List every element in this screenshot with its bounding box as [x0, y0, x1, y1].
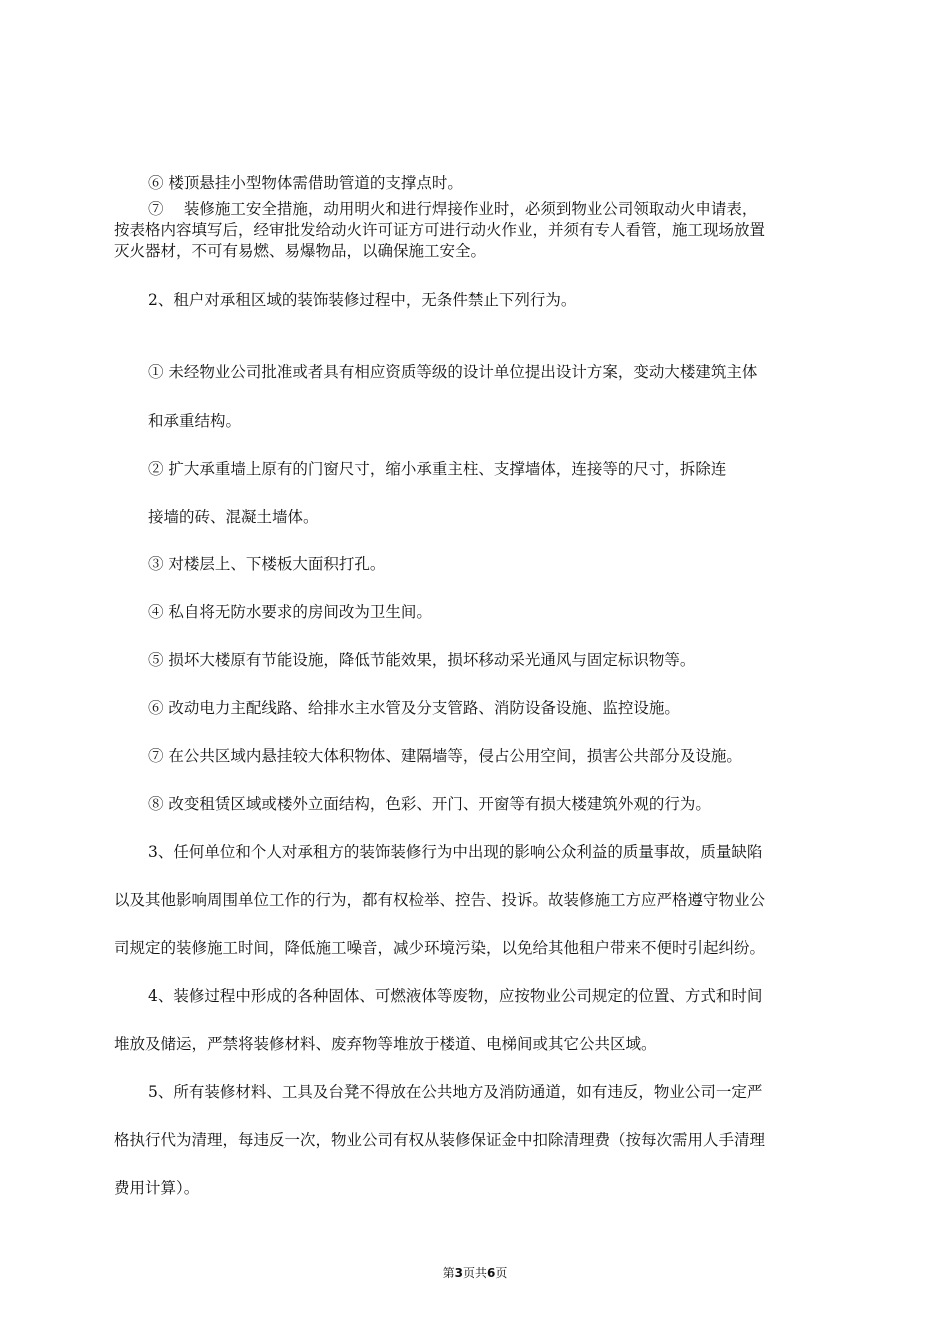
text-line: 5、所有装修材料、工具及台凳不得放在公共地方及消防通道，如有违反，物业公司一定严: [148, 1083, 763, 1101]
text-line: 和承重结构。: [148, 412, 242, 430]
footer-prefix: 第: [442, 1266, 455, 1280]
text-line: ⑧ 改变租赁区域或楼外立面结构，色彩、开门、开窗等有损大楼建筑外观的行为。: [148, 795, 711, 813]
text-line: ⑥ 楼顶悬挂小型物体需借助管道的支撑点时。: [148, 174, 463, 192]
current-page-number: 3: [454, 1266, 463, 1280]
text-line: 格执行代为清理，每违反一次，物业公司有权从装修保证金中扣除清理费（按每次需用人手清理: [114, 1131, 766, 1149]
text-line: 堆放及储运，严禁将装修材料、废弃物等堆放于楼道、电梯间或其它公共区域。: [114, 1035, 657, 1053]
text-line: ④ 私自将无防水要求的房间改为卫生间。: [148, 603, 432, 621]
text-line: 费用计算）。: [114, 1179, 200, 1197]
text-line: 司规定的装修施工时间，降低施工噪音，减少环境污染，以免给其他租户带来不便时引起纠纷。: [114, 939, 766, 957]
page-footer: [0, 1264, 950, 1281]
text-line: ⑤ 损坏大楼原有节能设施，降低节能效果，损坏移动采光通风与固定标识物等。: [148, 651, 696, 669]
text-line: ③ 对楼层上、下楼板大面积打孔。: [148, 555, 386, 573]
text-line: 3、任何单位和个人对承租方的装饰装修行为中出现的影响公众利益的质量事故，质量缺陷: [148, 843, 763, 861]
text-line: ① 未经物业公司批准或者具有相应资质等级的设计单位提出设计方案，变动大楼建筑主体: [148, 363, 758, 381]
text-line: 以及其他影响周围单位工作的行为，都有权检举、控告、投诉。故装修施工方应严格遵守物业公: [114, 891, 766, 909]
total-page-number: 6: [487, 1266, 496, 1280]
text-line: 接墙的砖、混凝土墙体。: [148, 508, 319, 526]
text-line: ⑦ 在公共区域内悬挂较大体积物体、建隔墙等，侵占公用空间，损害公共部分及设施。: [148, 747, 742, 765]
text-line: 按表格内容填写后，经审批发给动火许可证方可进行动火作业，并须有专人看管，施工现场放置: [114, 221, 766, 239]
text-line: ⑥ 改动电力主配线路、给排水主水管及分支管路、消防设备设施、监控设施。: [148, 699, 680, 717]
text-line: 2、租户对承租区域的装饰装修过程中，无条件禁止下列行为。: [148, 291, 577, 309]
footer-middle: 页共: [462, 1266, 487, 1280]
text-line: ⑦ 装修施工安全措施，动用明火和进行焊接作业时，必须到物业公司领取动火申请表，: [148, 200, 758, 218]
text-line: ② 扩大承重墙上原有的门窗尺寸，缩小承重主柱、支撑墙体，连接等的尺寸，拆除连: [148, 460, 727, 478]
footer-suffix: 页: [495, 1266, 508, 1280]
text-line: 4、装修过程中形成的各种固体、可燃液体等废物，应按物业公司规定的位置、方式和时间: [148, 987, 763, 1005]
text-line: 灭火器材，不可有易燃、易爆物品，以确保施工安全。: [114, 242, 487, 260]
